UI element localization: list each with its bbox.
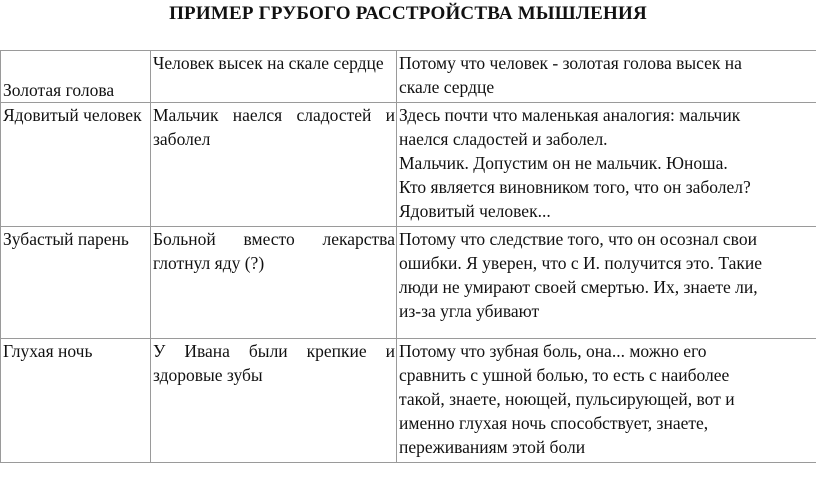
term-cell: Ядовитый человек [1, 103, 151, 227]
explanation-line: скале сердце [399, 77, 495, 97]
explanation-cell [397, 51, 816, 103]
table-row [1, 227, 816, 339]
table-row [1, 103, 816, 227]
explanation-line: Мальчик. Допустим он не мальчик. Юноша. [399, 153, 728, 173]
example-cell: Человек высек на скале сердце [151, 51, 397, 103]
explanation-line: Ядовитый человек... [399, 201, 551, 221]
explanation-line: такой, знаете, ноющей, пульсирующей, вот и [399, 389, 735, 409]
term-cell: Золотая голова [1, 51, 151, 103]
explanation-cell [397, 227, 816, 339]
explanation-line: из-за угла убивают [399, 301, 540, 321]
explanation-cell [397, 103, 816, 227]
table-row [1, 339, 816, 463]
explanation-line: Потому что человек - золотая голова высек на [399, 53, 742, 73]
term-cell: Зубастый парень [1, 227, 151, 339]
explanation-line: Потому что зубная боль, она... можно его [399, 341, 707, 361]
explanation-line: именно глухая ночь способствует, знаете, [399, 413, 709, 433]
term-cell: Глухая ночь [1, 339, 151, 463]
explanation-line: Здесь почти что маленькая аналогия: мальчик [399, 105, 741, 125]
example-cell: У Ивана были крепкие и здоровые зубы [151, 339, 397, 463]
explanation-line: люди не умирают своей смертью. Их, знаете ли, [399, 277, 758, 297]
example-cell: Больной вместо лекарства глотнул яду (?) [151, 227, 397, 339]
explanation-line: сравнить с ушной болью, то есть с наиболее [399, 365, 730, 385]
explanation-line: наелся сладостей и заболел. [399, 129, 608, 149]
examples-table [0, 50, 816, 463]
example-cell: Мальчик наелся сладостей и заболел [151, 103, 397, 227]
explanation-line: Кто является виновником того, что он заболел? [399, 177, 751, 197]
explanation-line: ошибки. Я уверен, что с И. получится это. Такие [399, 253, 763, 273]
explanation-line: переживаниям этой боли [399, 437, 586, 457]
explanation-line: Потому что следствие того, что он осознал свои [399, 229, 757, 249]
explanation-cell [397, 339, 816, 463]
page-title: ПРИМЕР ГРУБОГО РАССТРОЙСТВА МЫШЛЕНИЯ [169, 3, 647, 24]
table-row [1, 51, 816, 103]
